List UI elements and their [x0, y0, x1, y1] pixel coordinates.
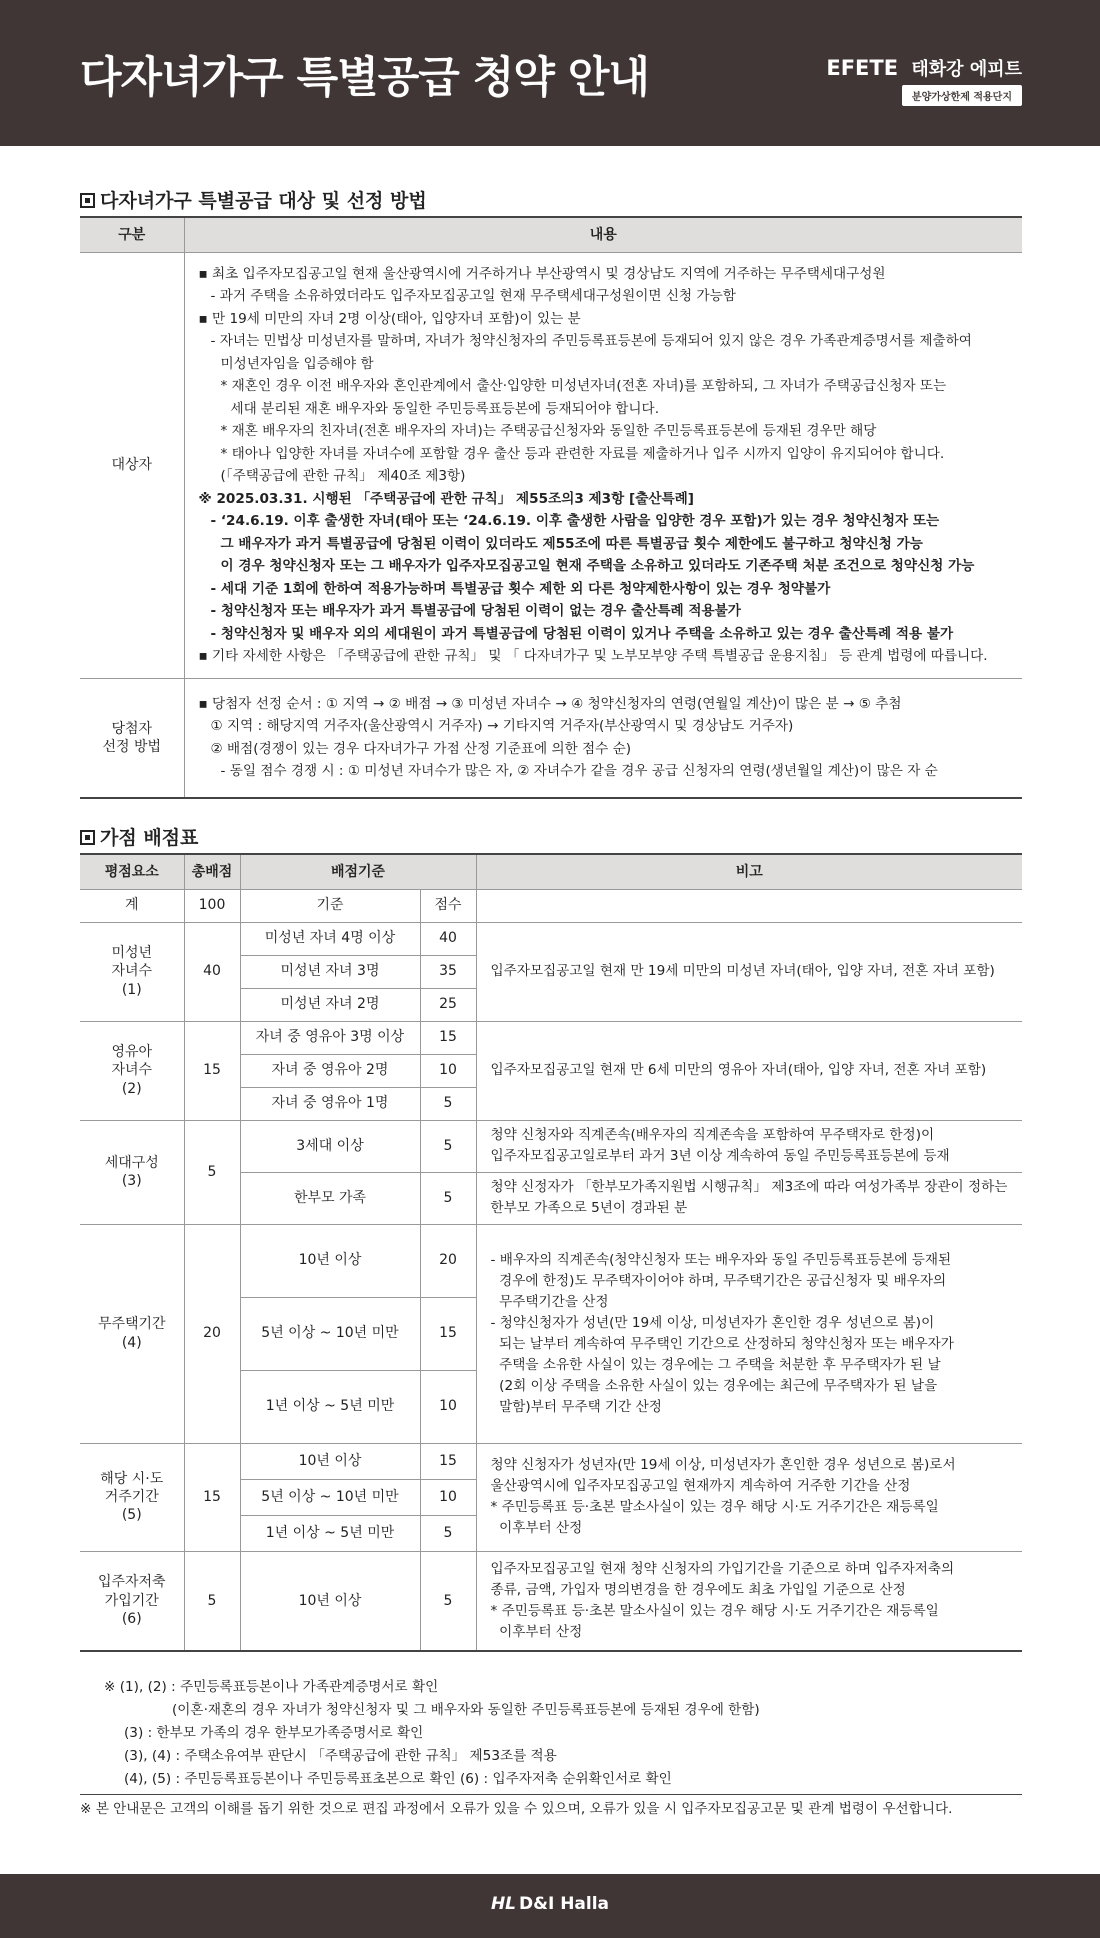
score-row: [80, 1443, 1022, 1479]
content-line: - 세대 기준 1회에 한하여 적용가능하며 특별공급 횟수 제한 외 다른 청약제한사항이 있는 경우 청약불가: [210, 580, 831, 597]
factor-label-line: 입주자저축: [97, 1574, 166, 1591]
section2-title: [80, 823, 198, 850]
note-line: 청약 신정자가 「한부모가족지원법 시행규칙」 제3조에 따라 여성가족부 장관이 정하는: [490, 1179, 1008, 1195]
criterion-cell: 자녀 중 영유아 2명: [240, 1054, 420, 1087]
section1-title: [80, 186, 427, 213]
content-line: - 청약신청자 또는 배우자가 과거 특별공급에 당첨된 이력이 없는 경우 출산특례 적용불가: [210, 603, 741, 619]
content-line: - 동일 점수 경쟁 시 : ① 미성년 자녀수가 많은 자, ② 자녀수가 같을 경우 공급 신청자의 연령(생년월일 계산)이 많은 자 순: [220, 763, 938, 780]
col-factor-header: 평점요소: [80, 854, 184, 889]
content-line: * 재혼인 경우 이전 배우자와 혼인관계에서 출산·입양한 미성년자녀(전혼 자녀)를 포함하되, 그 자녀가 주택공급신청자 또는: [220, 378, 947, 394]
note-line: * 주민등록표 등·초본 말소사실이 있는 경우 해당 시·도 거주기간은 재등록일: [490, 1602, 939, 1619]
page-title: 다자녀가구 특별공급 청약 안내: [80, 53, 649, 103]
factor-label-line: 자녀수: [111, 963, 153, 980]
page-footer: [0, 1874, 1100, 1938]
factor-label-line: (1): [121, 981, 142, 998]
factor-label-line: 영유아: [111, 1044, 153, 1061]
note-line: - 배우자의 직계존속(청약신청자 또는 배우자와 동일 주민등록표등본에 등재된: [490, 1251, 952, 1268]
score-cell: 15: [420, 1021, 476, 1054]
sum-total: 100: [184, 889, 240, 922]
criterion-cell: 5년 이상 ~ 10년 미만: [240, 1479, 420, 1515]
content-line: - 청약신청자 및 배우자 외의 세대원이 과거 특별공급에 당첨된 이력이 있거나 주택을 소유하고 있는 경우 출산특례 적용 불가: [210, 625, 954, 642]
factor-label-line: (5): [121, 1507, 142, 1524]
disclaimer: ※ 본 안내문은 고객의 이해를 돕기 위한 것으로 편집 과정에서 오류가 있을 수 있으며, 오류가 있을 시 입주자모집공고문 및 관계 법령이 우선합니다.: [80, 1794, 1022, 1821]
factor-total: 20: [184, 1224, 240, 1443]
score-cell: 5: [420, 1120, 476, 1172]
note-cell: [476, 1551, 1022, 1651]
col-criteria-header: 배점기준: [240, 854, 476, 889]
criterion-cell: 자녀 중 영유아 1명: [240, 1087, 420, 1120]
score-cell: 35: [420, 955, 476, 988]
factor-total: 15: [184, 1021, 240, 1120]
row-selection-label: [80, 678, 184, 798]
score-row: [80, 1224, 1022, 1297]
logo-text: D&I Halla: [519, 1894, 610, 1914]
note-line: 입주자모집공고일 현재 청약 신청자의 가입기간을 기준으로 하며 입주자저축의: [490, 1560, 955, 1577]
row-eligible-label: 대상자: [80, 252, 184, 678]
criterion-cell: 10년 이상: [240, 1224, 420, 1297]
empty-note-cell: [476, 889, 1022, 922]
criterion-cell: 10년 이상: [240, 1551, 420, 1651]
score-cell: 15: [420, 1297, 476, 1370]
criterion-cell: 미성년 자녀 3명: [240, 955, 420, 988]
factor-label-line: (4): [121, 1334, 142, 1351]
factor-label: [80, 1120, 184, 1224]
footnote-line: (4), (5) : 주민등록표등본이나 주민등록표초본으로 확인 (6) : 입주자저축 순위확인서로 확인: [124, 1771, 672, 1787]
factor-label: [80, 1224, 184, 1443]
note-line: 말함)부터 무주택 기간 산정: [490, 1398, 662, 1415]
content-line: ▪ 만 19세 미만의 자녀 2명 이상(태아, 입양자녀 포함)이 있는 분: [198, 310, 581, 327]
score-cell: 25: [420, 988, 476, 1021]
factor-total: 40: [184, 922, 240, 1021]
note-cell: [476, 1224, 1022, 1443]
factor-label: [80, 1551, 184, 1651]
score-cell: 15: [420, 1443, 476, 1479]
content-line: 미성년자임을 입증해야 함: [220, 355, 374, 372]
square-bullet-icon: [80, 193, 95, 208]
score-row: [80, 922, 1022, 955]
note-line: 이후부터 산정: [490, 1623, 583, 1640]
company-logo: [0, 1894, 1100, 1914]
footnote-line: (이혼·재혼의 경우 자녀가 청약신청자 및 그 배우자와 동일한 주민등록표등본에 등재된 경우에 한함): [172, 1702, 760, 1718]
score-cell: 5: [420, 1087, 476, 1120]
section1-title-text: 다자녀가구 특별공급 대상 및 선정 방법: [100, 190, 427, 212]
section2-title-text: 가점 배점표: [100, 827, 199, 849]
note-line: 입주자모집공고일로부터 과거 3년 이상 계속하여 동일 주민등록표등본에 등재: [490, 1148, 950, 1164]
criterion-subheader: 기준: [240, 889, 420, 922]
note-line: 한부모 가족으로 5년이 경과된 분: [490, 1200, 688, 1216]
note-line: 청약 신청자가 성년자(만 19세 이상, 미성년자가 혼인한 경우 성년으로 봄)로서: [490, 1457, 956, 1473]
brand-subname: 태화강 에피트: [911, 59, 1022, 80]
page-header: [0, 0, 1100, 146]
note-line: - 청약신청자가 성년(만 19세 이상, 미성년자가 혼인한 경우 성년으로 봄)이: [490, 1314, 935, 1331]
note-line: 울산광역시에 입주자모집공고일 현재까지 계속하여 거주한 기간을 산정: [490, 1478, 911, 1494]
criterion-cell: 5년 이상 ~ 10년 미만: [240, 1297, 420, 1370]
logo-mark: HL: [490, 1894, 517, 1914]
footnote-line: (3), (4) : 주택소유여부 판단시 「주택공급에 관한 규칙」 제53조를 적용: [124, 1748, 557, 1764]
note-cell: [476, 1120, 1022, 1172]
criterion-cell: 1년 이상 ~ 5년 미만: [240, 1370, 420, 1443]
content-line: 이 경우 청약신청자 또는 그 배우자가 입주자모집공고일 현재 주택을 소유하고 있더라도 기존주택 처분 조건으로 청약신청 가능: [220, 558, 975, 574]
note-line: 청약 신청자와 직계존속(배우자의 직계존속을 포함하여 무주택자로 한정)이: [490, 1127, 935, 1143]
eligibility-table: [80, 216, 1022, 799]
criterion-cell: 미성년 자녀 4명 이상: [240, 922, 420, 955]
score-cell: 10: [420, 1054, 476, 1087]
square-bullet-icon: [80, 830, 95, 845]
score-subheader: 점수: [420, 889, 476, 922]
col-note-header: 비고: [476, 854, 1022, 889]
factor-label: [80, 1443, 184, 1551]
col-category-header: 구분: [80, 217, 184, 252]
content-line: ① 지역 : 해당지역 거주자(울산광역시 거주자) → 기타지역 거주자(부산광역시 및 경상남도 거주자): [210, 718, 794, 735]
content-line: ※ 2025.03.31. 시행된 「주택공급에 관한 규칙」 제55조의3 제3항 [출산특례]: [198, 490, 694, 507]
note-line: 종류, 금액, 가입자 명의변경을 한 경우에도 최초 가입일 기준으로 산정: [490, 1581, 906, 1598]
factor-total: 15: [184, 1443, 240, 1551]
content-line: (「주택공급에 관한 규칙」 제40조 제3항): [220, 468, 466, 484]
score-row: [80, 1551, 1022, 1651]
selection-content: [184, 678, 1022, 798]
criterion-cell: 미성년 자녀 2명: [240, 988, 420, 1021]
content-line: 세대 분리된 재혼 배우자와 동일한 주민등록표등본에 등재되어야 합니다.: [230, 400, 660, 417]
factor-total: 5: [184, 1551, 240, 1651]
factor-label-line: 세대구성: [104, 1154, 159, 1171]
footnote-line: (3) : 한부모 가족의 경우 한부모가족증명서로 확인: [124, 1725, 424, 1741]
row-selection-label-line: 당첨자: [111, 720, 153, 737]
factor-label-line: 해당 시·도: [100, 1470, 164, 1487]
eligible-content: [184, 252, 1022, 678]
col-total-header: 총배점: [184, 854, 240, 889]
price-cap-badge: 분양가상한제 적용단지: [902, 85, 1022, 106]
score-cell: 20: [420, 1224, 476, 1297]
note-line: 이후부터 산정: [490, 1520, 583, 1536]
score-cell: 40: [420, 922, 476, 955]
factor-label-line: 가입기간: [104, 1592, 159, 1609]
score-cell: 5: [420, 1172, 476, 1224]
content-line: - 자녀는 민법상 미성년자를 말하며, 자녀가 청약신청자의 주민등록표등본에 등재되어 있지 않은 경우 가족관계증명서를 제출하여: [210, 333, 972, 349]
score-table: [80, 853, 1022, 1652]
factor-label-line: 무주택기간: [97, 1316, 166, 1333]
factor-label: [80, 922, 184, 1021]
criterion-cell: 1년 이상 ~ 5년 미만: [240, 1515, 420, 1551]
note-line: (2회 이상 주택을 소유한 사실이 있는 경우에는 최근에 무주택자가 된 날을: [490, 1377, 938, 1394]
note-line: 무주택기간을 산정: [490, 1293, 609, 1310]
score-cell: 5: [420, 1515, 476, 1551]
score-row: [80, 1120, 1022, 1172]
content-line: ▪ 당첨자 선정 순서 : ① 지역 → ② 배점 → ③ 미성년 자녀수 → ④ 청약신청자의 연령(연월일 계산)이 많은 분 → ⑤ 추첨: [198, 695, 902, 712]
note-cell: 입주자모집공고일 현재 만 19세 미만의 미성년 자녀(태아, 입양 자녀, 전혼 자녀 포함): [476, 922, 1022, 1021]
content-line: ▪ 기타 자세한 사항은 「주택공급에 관한 규칙」 및 「 다자녀가구 및 노부모부양 주택 특별공급 운용지침」 등 관계 법령에 따릅니다.: [198, 648, 988, 664]
factor-total: 5: [184, 1120, 240, 1224]
row-selection-label-line: 선정 방법: [102, 738, 162, 755]
factor-label: [80, 1021, 184, 1120]
brand-logo: [826, 55, 1022, 81]
score-cell: 10: [420, 1479, 476, 1515]
factor-label-line: 미성년: [111, 945, 153, 962]
factor-label-line: 거주기간: [104, 1488, 159, 1505]
note-line: * 주민등록표 등·초본 말소사실이 있는 경우 해당 시·도 거주기간은 재등록일: [490, 1499, 939, 1515]
note-line: 주택을 소유한 사실이 있는 경우에는 그 주택을 처분한 후 무주택자가 된 날: [490, 1356, 941, 1373]
content-line: - 과거 주택을 소유하였더라도 입주자모집공고일 현재 무주택세대구성원이면 신청 가능함: [210, 288, 736, 304]
factor-label-line: 자녀수: [111, 1062, 153, 1079]
footnote-line: ※ (1), (2) : 주민등록표등본이나 가족관계증명서로 확인: [104, 1679, 439, 1695]
score-cell: 5: [420, 1551, 476, 1651]
score-row: [80, 1021, 1022, 1054]
criterion-cell: 한부모 가족: [240, 1172, 420, 1224]
content-line: - ‘24.6.19. 이후 출생한 자녀(태아 또는 ‘24.6.19. 이후 출생한 사람을 입양한 경우 포함)가 있는 경우 청약신청자 또는: [210, 513, 940, 529]
content-line: * 태아나 입양한 자녀를 자녀수에 포함할 경우 출산 등과 관련한 자료를 제출하거나 입주 시까지 입양이 유지되어야 합니다.: [220, 445, 945, 462]
factor-label-line: (2): [121, 1080, 142, 1097]
note-line: 경우에 한정)도 무주택자이어야 하며, 무주택기간은 공급신청자 및 배우자의: [490, 1272, 947, 1289]
sum-label: 계: [80, 889, 184, 922]
content-line: ② 배점(경쟁이 있는 경우 다자녀가구 가점 산정 기준표에 의한 점수 순): [210, 740, 632, 757]
footnotes: [80, 1676, 1022, 1821]
content-line: * 재혼 배우자의 친자녀(전혼 배우자의 자녀)는 주택공급신청자와 동일한 주민등록표등본에 등재된 경우만 해당: [220, 423, 877, 439]
score-cell: 10: [420, 1370, 476, 1443]
content-line: ▪ 최초 입주자모집공고일 현재 울산광역시에 거주하거나 부산광역시 및 경상남도 지역에 거주하는 무주택세대구성원: [198, 265, 886, 282]
criterion-cell: 10년 이상: [240, 1443, 420, 1479]
factor-label-line: (6): [121, 1610, 142, 1627]
note-cell: [476, 1443, 1022, 1551]
col-content-header: 내용: [184, 217, 1022, 252]
note-cell: 입주자모집공고일 현재 만 6세 미만의 영유아 자녀(태아, 입양 자녀, 전혼 자녀 포함): [476, 1021, 1022, 1120]
note-line: 되는 날부터 계속하여 무주택인 기간으로 산정하되 청약신청자 또는 배우자가: [490, 1335, 954, 1352]
content-line: 그 배우자가 과거 특별공급에 당첨된 이력이 있더라도 제55조에 따른 특별공급 횟수 제한에도 불구하고 청약신청 가능: [220, 535, 923, 552]
brand-name: EFETE: [826, 56, 899, 80]
criterion-cell: 3세대 이상: [240, 1120, 420, 1172]
factor-label-line: (3): [121, 1173, 142, 1189]
note-cell: [476, 1172, 1022, 1224]
criterion-cell: 자녀 중 영유아 3명 이상: [240, 1021, 420, 1054]
